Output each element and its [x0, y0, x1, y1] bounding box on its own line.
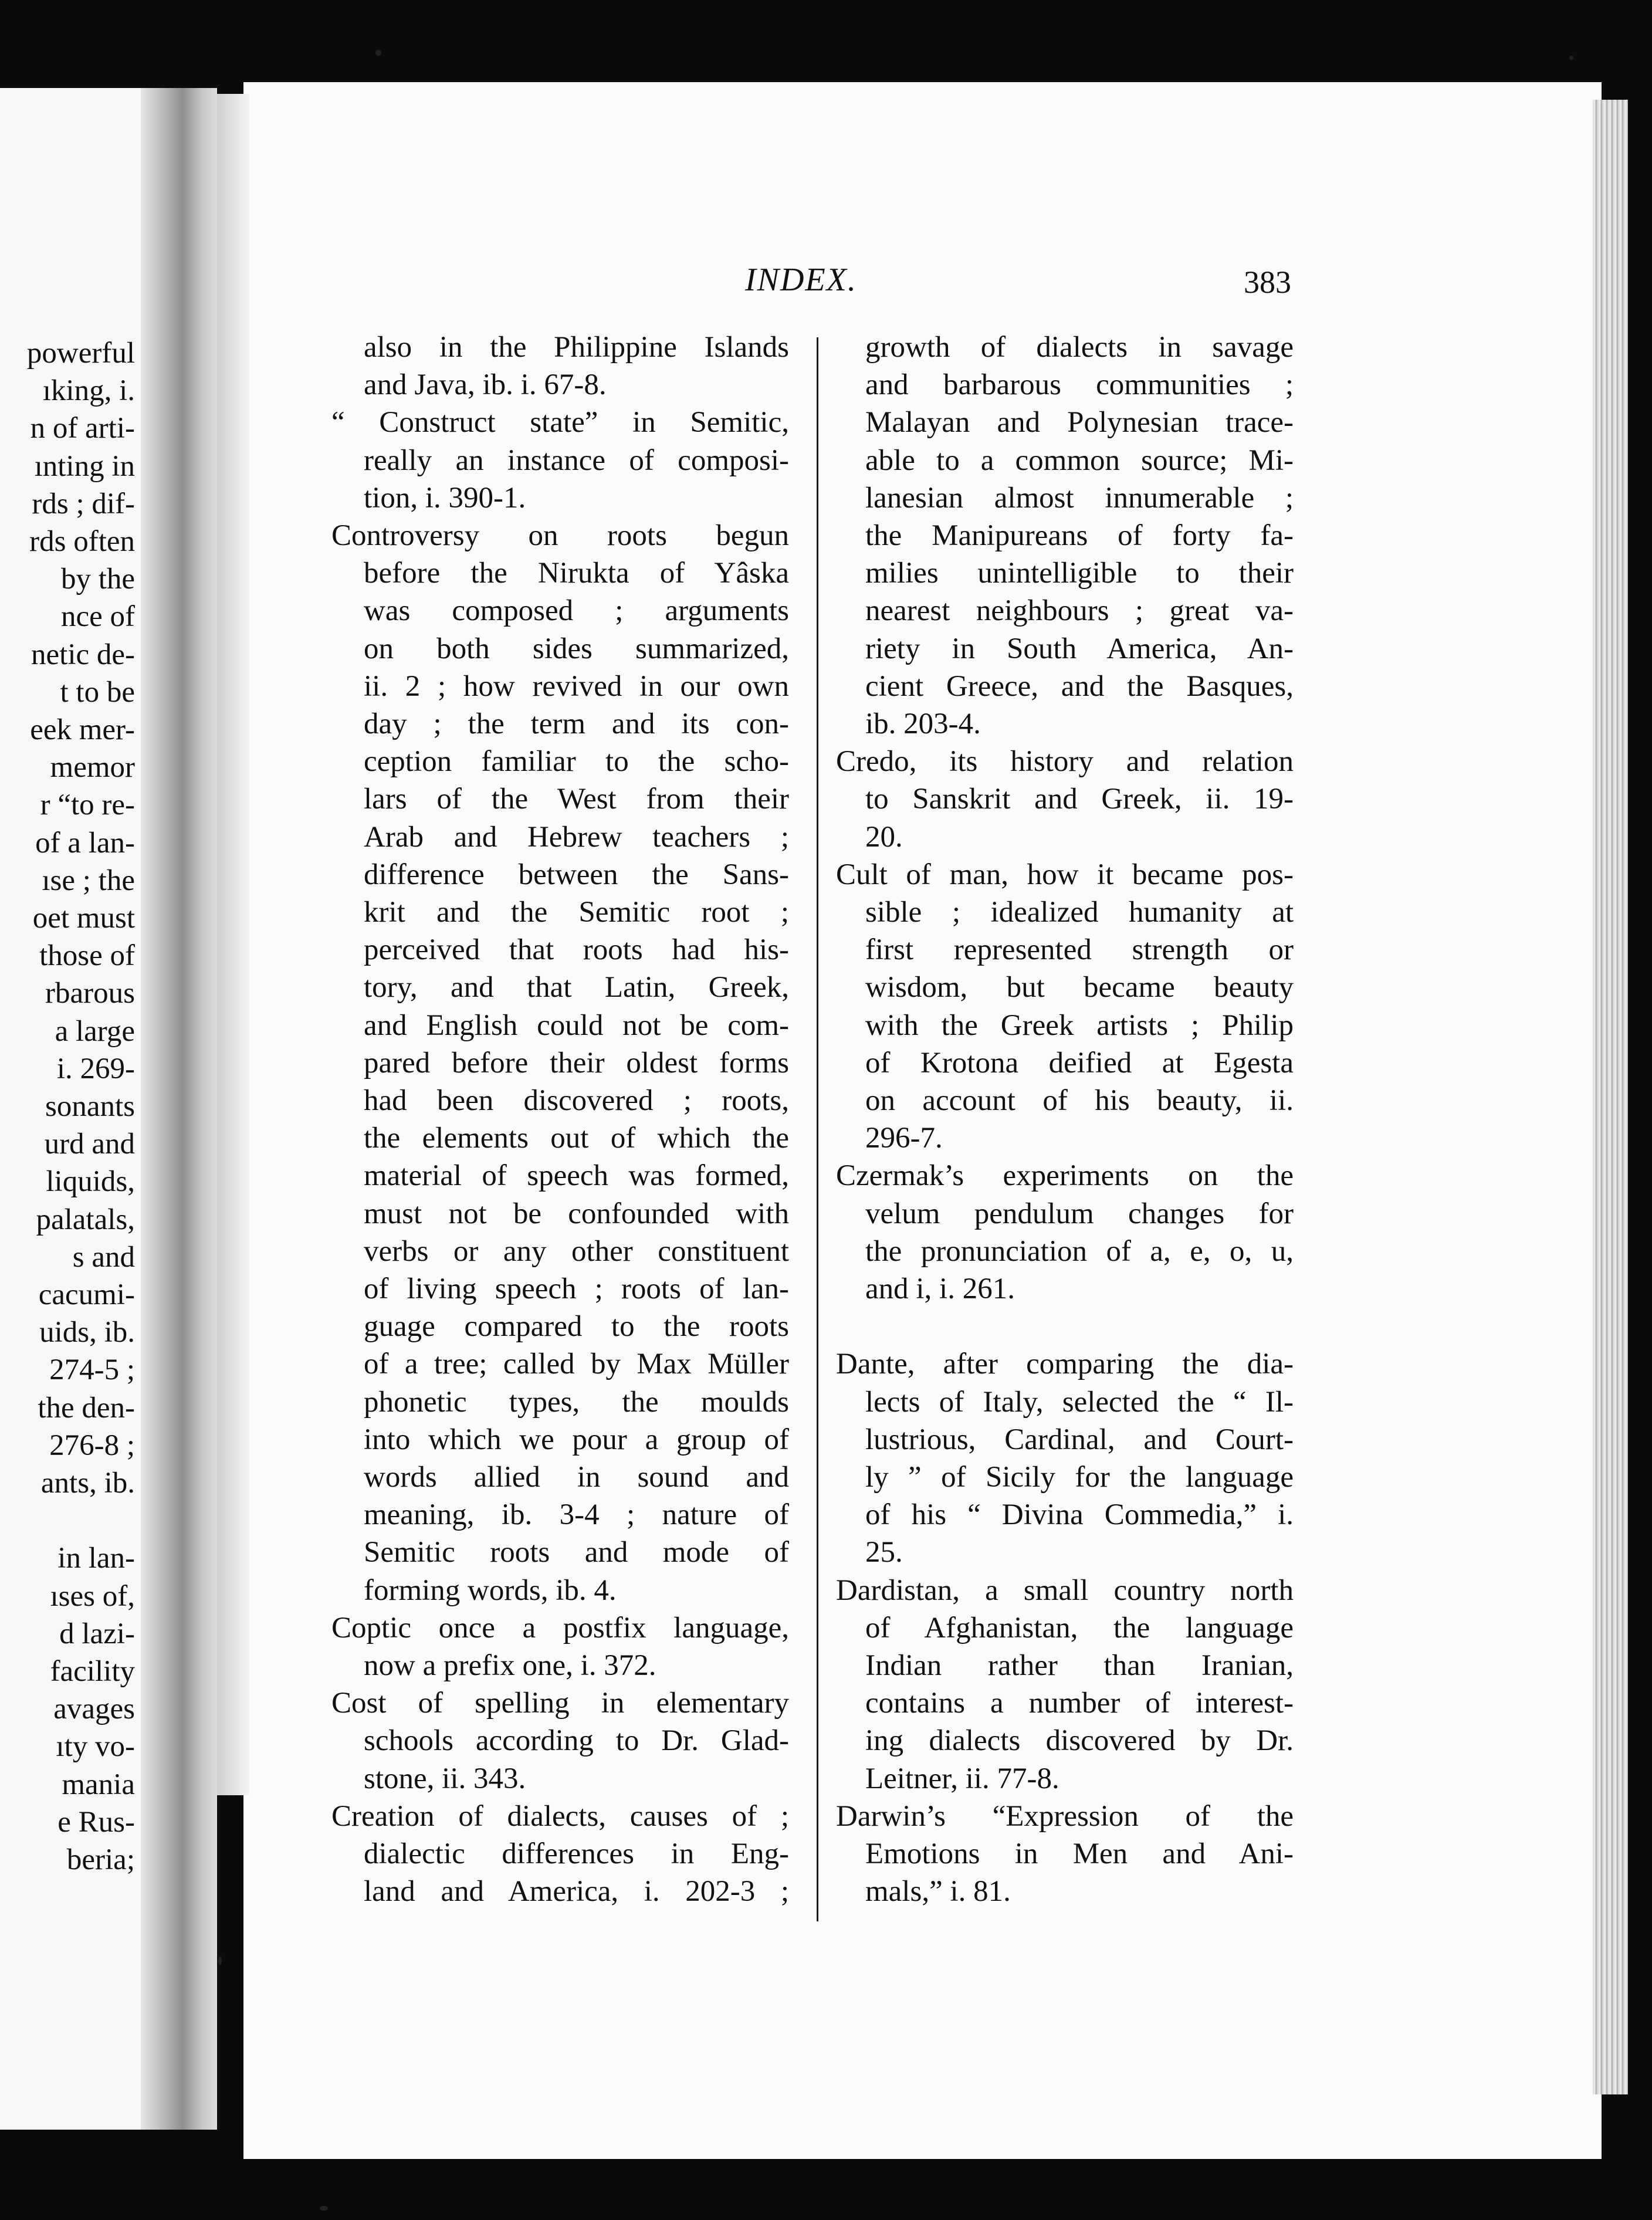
index-entry-line: ii. 2 ; how revived in our own	[364, 669, 789, 703]
left-page-line: e Rus-	[57, 1805, 135, 1839]
index-entry-line: stone, ii. 343.	[364, 1762, 526, 1795]
index-entry-line: with the Greek artists ; Philip	[865, 1009, 1294, 1042]
index-entry-line: first represented strength or	[865, 933, 1294, 967]
index-entry-line: was composed ; arguments	[364, 594, 789, 628]
index-entry-line: lects of Italy, selected the “ Il-	[865, 1385, 1294, 1419]
index-entry-line: Emotions in Men and Ani-	[865, 1837, 1294, 1870]
left-page-line: rds ; dif-	[32, 487, 135, 520]
index-entry-line: had been discovered ; roots,	[364, 1084, 789, 1117]
left-page-line: rbarous	[45, 977, 135, 1010]
index-entry-heading: Dardistan, a small country north	[836, 1573, 1294, 1607]
left-page-line: memor	[50, 751, 135, 784]
left-page-line: ants, ib.	[40, 1467, 135, 1500]
index-entry-line: Leitner, ii. 77-8.	[865, 1762, 1059, 1795]
index-entry-line: of his “ Divina Commedia,” i.	[865, 1498, 1294, 1532]
index-entry-heading: Controversy on roots begun	[331, 519, 789, 552]
index-entry-heading: Credo, its history and relation	[836, 745, 1294, 779]
index-entry-line: able to a common source; Mi-	[865, 444, 1294, 477]
page-spine-shadow	[217, 94, 249, 1795]
index-entry-heading: Darwin’s “Expression of the	[836, 1799, 1294, 1833]
index-entry-line: and i, i. 261.	[865, 1273, 1015, 1305]
index-entry-line: of Afghanistan, the language	[865, 1611, 1294, 1644]
left-page-line: nce of	[60, 600, 135, 634]
index-entry-line: Arab and Hebrew teachers ;	[364, 820, 789, 854]
index-entry-line: tory, and that Latin, Greek,	[364, 971, 789, 1004]
index-entry-line: and Java, ib. i. 67-8.	[364, 368, 607, 402]
left-page-line: oet must	[32, 902, 135, 935]
index-entry-line: phonetic types, the moulds	[364, 1385, 789, 1419]
index-entry-line: Semitic roots and mode of	[364, 1536, 789, 1569]
scan-speck	[375, 50, 381, 56]
left-page-line: n of arti-	[30, 412, 135, 445]
index-entry-heading: “ Construct state” in Semitic,	[331, 406, 789, 439]
scan-speck	[320, 2206, 328, 2211]
left-page-line: r “to re-	[40, 788, 135, 822]
index-entry-line: on both sides summarized,	[364, 632, 789, 665]
index-entry-line: difference between the Sans-	[364, 858, 789, 891]
left-page-line: sonants	[45, 1090, 135, 1123]
index-entry-line: lanesian almost innumerable ;	[865, 481, 1294, 515]
left-page-line: ınting in	[34, 449, 135, 483]
index-entry-line: and barbarous communities ;	[865, 368, 1294, 402]
index-entry-line: really an instance of composi-	[364, 444, 789, 477]
left-page-line: i. 269-	[56, 1052, 135, 1085]
index-entry-heading: Coptic once a postfix language,	[331, 1611, 789, 1644]
index-entry-line: sible ; idealized humanity at	[865, 896, 1294, 929]
index-entry-line: of a tree; called by Max Müller	[364, 1348, 789, 1381]
index-entry-heading: Creation of dialects, causes of ;	[331, 1799, 789, 1833]
index-entry-line: lars of the West from their	[364, 783, 789, 816]
index-entry-line: forming words, ib. 4.	[364, 1573, 617, 1607]
index-entry-line: meaning, ib. 3-4 ; nature of	[364, 1498, 789, 1532]
index-entry-line: now a prefix one, i. 372.	[364, 1649, 656, 1682]
running-head: INDEX.	[745, 262, 857, 298]
left-page-line: liquids,	[46, 1165, 135, 1199]
index-entry-line: ing dialects discovered by Dr.	[865, 1724, 1294, 1758]
left-page-line: a large	[55, 1014, 135, 1048]
index-entry-line: guage compared to the roots	[364, 1310, 789, 1343]
left-page-line: by the	[60, 563, 135, 596]
index-entry-line: lustrious, Cardinal, and Court-	[865, 1423, 1294, 1456]
index-entry-line: Indian rather than Iranian,	[865, 1649, 1294, 1682]
index-entry-heading: Cost of spelling in elementary	[331, 1687, 789, 1720]
left-page-line: the den-	[38, 1391, 135, 1424]
scan-speck	[218, 1957, 222, 1965]
index-entry-line: the pronunciation of a, e, o, u,	[865, 1234, 1294, 1268]
index-entry-line: ib. 203-4.	[865, 708, 981, 740]
index-entry-heading: Cult of man, how it became pos-	[836, 858, 1294, 891]
left-page-line: ıty vo-	[56, 1730, 135, 1764]
index-entry-line: words allied in sound and	[364, 1461, 789, 1494]
left-page-line: beria;	[66, 1843, 135, 1876]
column-divider	[817, 337, 818, 1921]
index-entry-line: into which we pour a group of	[364, 1423, 789, 1456]
index-entry-line: dialectic differences in Eng-	[364, 1837, 789, 1870]
index-entry-line: land and America, i. 202-3 ;	[364, 1875, 789, 1908]
left-page-line: ıse ; the	[42, 864, 135, 897]
left-page-line: ıses of,	[50, 1579, 135, 1613]
left-page-line: facility	[50, 1655, 135, 1688]
left-page-line: netic de-	[31, 638, 135, 671]
page-number: 383	[1244, 265, 1291, 300]
index-entry-line: day ; the term and its con-	[364, 708, 789, 740]
left-page-line: cacumi-	[38, 1278, 135, 1311]
index-entry-line: the elements out of which the	[364, 1122, 789, 1155]
left-page-line: eek mer-	[30, 713, 135, 746]
index-entry-line: of Krotona deified at Egesta	[865, 1046, 1294, 1079]
index-entry-line: pared before their oldest forms	[364, 1046, 789, 1079]
index-entry-line: growth of dialects in savage	[865, 331, 1294, 364]
page-edges	[1593, 100, 1628, 2094]
index-entry-line: krit and the Semitic root ;	[364, 896, 789, 929]
left-page-line: uids, ib.	[39, 1316, 135, 1349]
index-entry-line: cient Greece, and the Basques,	[865, 669, 1294, 703]
index-entry-line: to Sanskrit and Greek, ii. 19-	[865, 783, 1294, 816]
index-entry-line: must not be confounded with	[364, 1197, 789, 1230]
index-entry-line: the Manipureans of forty fa-	[865, 519, 1294, 552]
index-entry-line: Malayan and Polynesian trace-	[865, 406, 1294, 439]
left-page-line: mania	[62, 1768, 135, 1801]
left-page-line: in lan-	[57, 1542, 135, 1575]
index-entry-line: ception familiar to the scho-	[364, 745, 789, 779]
index-entry-line: riety in South America, An-	[865, 632, 1294, 665]
index-entry-line: verbs or any other constituent	[364, 1234, 789, 1268]
left-page-line: urd and	[44, 1128, 135, 1161]
index-entry-line: and English could not be com-	[364, 1009, 789, 1042]
index-entry-line: of living speech ; roots of lan-	[364, 1273, 789, 1305]
left-page-line: of a lan-	[35, 826, 135, 859]
index-entry-line: velum pendulum changes for	[865, 1197, 1294, 1230]
index-entry-line: contains a number of interest-	[865, 1687, 1294, 1720]
index-entry-line: milies unintelligible to their	[865, 557, 1294, 590]
index-entry-line: perceived that roots had his-	[364, 933, 789, 967]
left-page-line	[0, 1502, 135, 1539]
index-entry-line: tion, i. 390-1.	[364, 481, 526, 515]
index-entry-heading: Czermak’s experiments on the	[836, 1159, 1294, 1193]
left-page-line: powerful	[26, 337, 135, 370]
index-entry-line: material of speech was formed,	[364, 1159, 789, 1193]
index-entry-line: also in the Philippine Islands	[364, 331, 789, 364]
index-entry-line: nearest neighbours ; great va-	[865, 594, 1294, 628]
book-gutter	[141, 88, 217, 2130]
index-entry-line: before the Nirukta of Yâska	[364, 557, 789, 590]
index-entry-line: 25.	[865, 1536, 903, 1569]
left-page-line: 276-8 ;	[49, 1429, 135, 1462]
index-entry-heading	[836, 1308, 1294, 1345]
left-page-line: ıking, i.	[42, 374, 135, 408]
index-entry-heading: Dante, after comparing the dia-	[836, 1348, 1294, 1381]
index-entry-line: 20.	[865, 820, 903, 854]
index-entry-line: ly ” of Sicily for the language	[865, 1461, 1294, 1494]
left-page-line: avages	[53, 1693, 135, 1726]
index-entry-line: wisdom, but became beauty	[865, 971, 1294, 1004]
index-entry-line: 296-7.	[865, 1122, 943, 1155]
left-page-line: those of	[39, 939, 135, 973]
left-page-line: rds often	[29, 525, 135, 558]
scan-speck	[1569, 56, 1573, 60]
index-entry-line: schools according to Dr. Glad-	[364, 1724, 789, 1758]
left-page-line: 274-5 ;	[49, 1353, 135, 1387]
left-page-line: t to be	[60, 675, 135, 709]
index-entry-line: mals,” i. 81.	[865, 1875, 1011, 1908]
index-entry-line: on account of his beauty, ii.	[865, 1084, 1294, 1117]
left-page-line: palatals,	[36, 1203, 135, 1236]
left-page-line: d lazi-	[59, 1617, 135, 1650]
left-page-line: s and	[72, 1240, 135, 1274]
